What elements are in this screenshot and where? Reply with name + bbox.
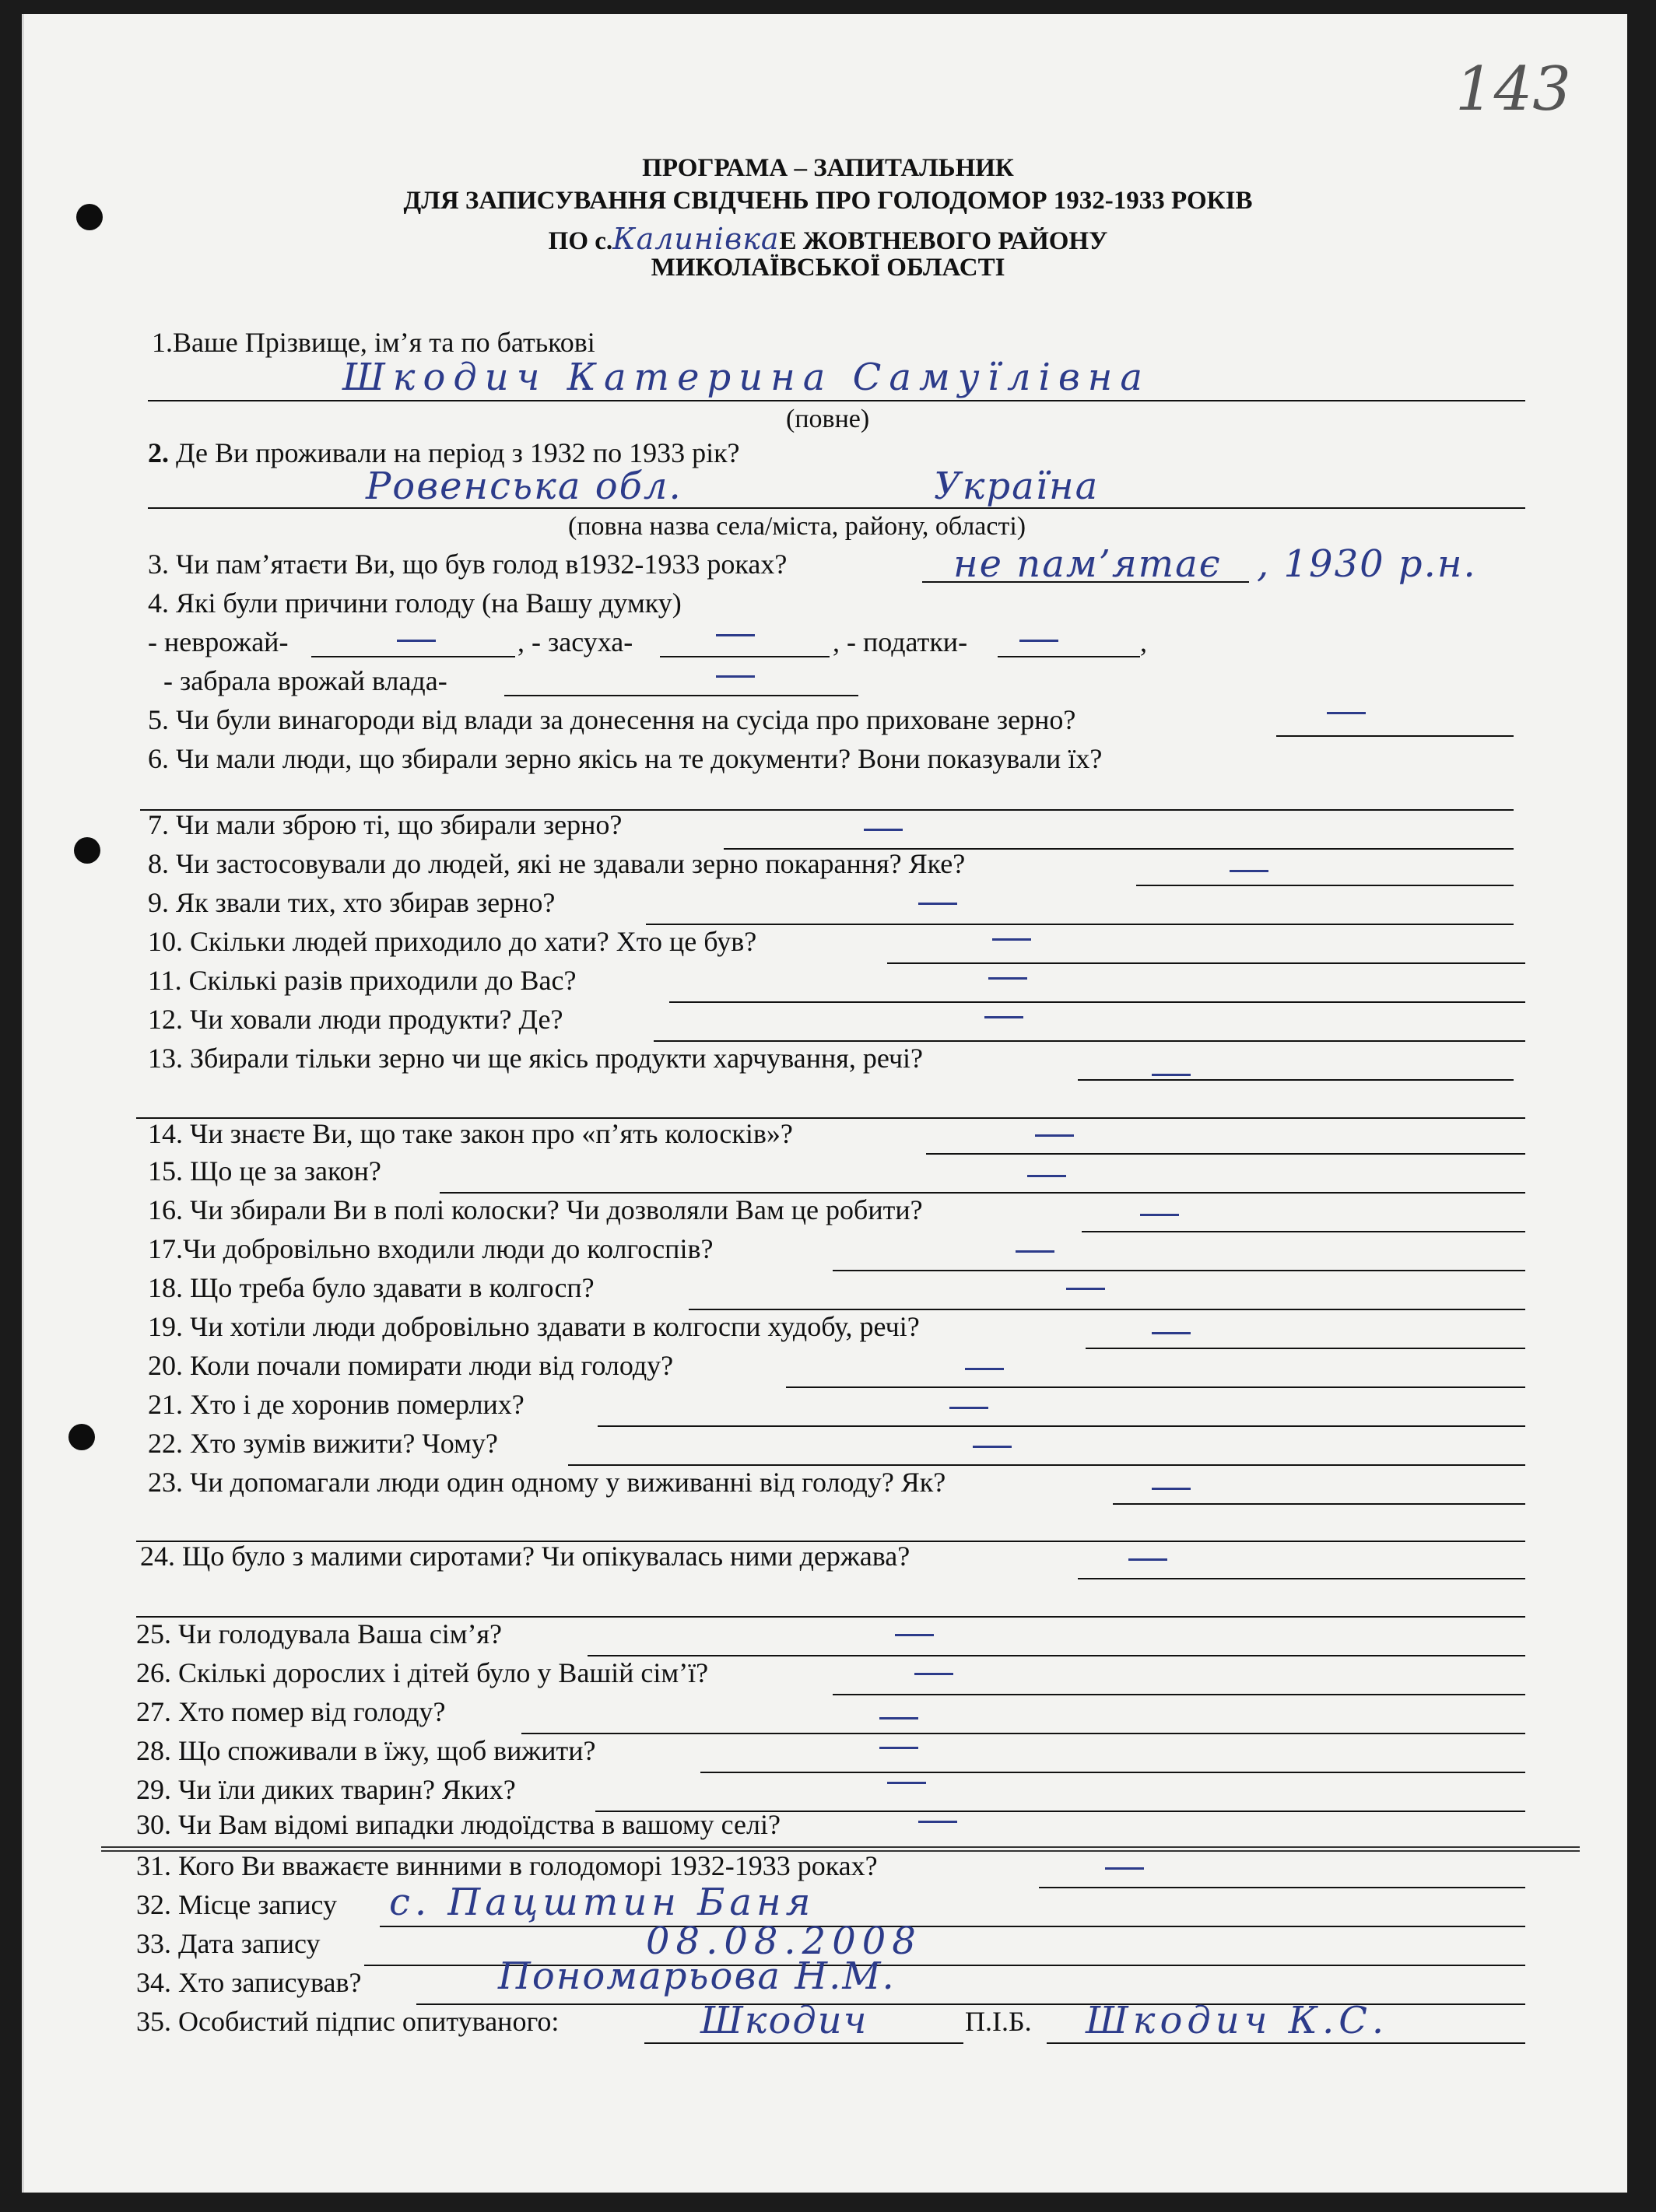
q8-dash [1230,870,1268,872]
q4-opt-crop-failure: - неврожай- [148,626,289,657]
q4-opt-drought: , - засуха- [518,626,633,657]
q13-line [1078,1079,1514,1081]
q22-line [568,1464,1525,1466]
q13-label: 13. Збирали тільки зерно чи ще якісь продукти харчування, речі? [148,1043,924,1074]
q17-label: 17.Чи добровільно входили люди до колгоспів? [148,1233,714,1264]
q18-line [689,1309,1525,1310]
q17-line [833,1270,1525,1271]
q35-fio-label: П.І.Б. [965,2006,1032,2037]
title-line-3 [0,219,1656,258]
punch-hole [74,837,100,864]
q34-answer[interactable]: Пономарьова Н.М. [498,1954,896,1998]
q9-label: 9. Як звали тих, хто збирав зерно? [148,887,556,918]
q16-label: 16. Чи збирали Ви в полі колоски? Чи дозволяли Вам це робити? [148,1194,923,1225]
q24-line-2 [136,1616,1525,1618]
q24-dash [1128,1558,1167,1561]
q4-opt1-line [311,656,515,657]
q4-opt3-end: , [1140,626,1147,657]
q9-line [646,924,1514,925]
q3-answer[interactable]: не пам’ятає [953,542,1222,586]
q27-dash [879,1717,918,1719]
q18-dash [1066,1288,1105,1290]
q2-note: (повна назва села/міста, району, області) [568,512,1026,541]
q35-signature-line [644,2042,963,2044]
q19-line [1086,1348,1525,1349]
q20-dash [965,1368,1004,1370]
separator-line [101,1846,1580,1848]
q27-label: 27. Хто помер від голоду? [136,1696,446,1727]
q15-dash [1027,1175,1066,1177]
q33-label: 33. Дата запису [136,1928,321,1959]
q24-label: 24. Що було з малими сиротами? Чи опікувалась ними держава? [140,1541,910,1572]
q24-line [1078,1578,1525,1579]
q22-label: 22. Хто зумів вижити? Чому? [148,1428,498,1459]
q26-dash [914,1673,953,1675]
q9-dash [918,903,957,905]
q22-dash [973,1446,1012,1448]
q4-opt4-line [504,695,858,696]
q21-label: 21. Хто і де хоронив померлих? [148,1389,525,1420]
title-line-4: МИКОЛАЇВСЬКОЇ ОБЛАСТІ [651,254,1005,282]
q13-dash [1152,1074,1191,1076]
village-handwritten: Калинівка [612,222,780,256]
q4-label: 4. Які були причини голоду (на Вашу думку) [148,587,682,619]
q4-opt-authorities: - забрала врожай влада- [163,665,447,696]
q28-dash [879,1747,918,1749]
q14-dash [1035,1134,1074,1137]
q5-line [1276,735,1514,737]
q29-label: 29. Чи їли диких тварин? Яких? [136,1774,516,1805]
q14-line [926,1153,1525,1155]
q7-label: 7. Чи мали зброю ті, що збирали зерно? [148,809,623,840]
q23-dash [1152,1488,1191,1490]
q25-line [588,1655,1525,1656]
q30-label: 30. Чи Вам відомі випадки людоїдства в вашому селі? [136,1809,781,1840]
q32-answer[interactable]: с. Пацштин Баня [389,1881,816,1924]
title-line-1: ПРОГРАМА – ЗАПИТАЛЬНИК [642,154,1014,182]
q4-opt2-line [660,656,830,657]
q4-opt2-dash [716,634,755,636]
q31-line [1039,1887,1525,1888]
q12-label: 12. Чи ховали люди продукти? Де? [148,1004,563,1035]
q2-number: 2. [148,437,169,468]
q29-dash [887,1782,926,1784]
q21-dash [949,1407,988,1409]
q4-opt1-dash [397,640,436,642]
q4-opt3-line [998,656,1140,657]
q25-label: 25. Чи голодувала Ваша сім’я? [136,1618,503,1649]
q21-line [598,1425,1525,1427]
q31-label: 31. Кого Ви вважаєте винними в голодоморі 1932-1933 роках? [136,1850,878,1881]
q3-label: 3. Чи пам’ятаєти Ви, що був голод в1932-1933 роках? [148,549,788,580]
q7-dash [864,829,903,831]
q35-fio-line [1047,2042,1525,2044]
q23-line [1113,1503,1525,1505]
q32-line [380,1926,1525,1927]
q4-opt3-dash [1019,640,1058,642]
punch-hole [68,1424,95,1450]
q20-label: 20. Коли почали помирати люди від голоду? [148,1350,674,1381]
q4-opt-taxes: , - податки- [833,626,968,657]
q15-line [440,1192,1525,1194]
q11-line [669,1001,1525,1003]
q1-label: 1.Ваше Прізвище, ім’я та по батькові [152,327,595,358]
q10-label: 10. Скільки людей приходило до хати? Хто це був? [148,926,757,957]
q19-dash [1152,1332,1191,1334]
q28-label: 28. Що споживали в їжу, щоб вижити? [136,1735,596,1766]
q19-label: 19. Чи хотіли люди добровільно здавати в колгоспи худобу, речі? [148,1311,920,1342]
q3-answer-line [922,581,1249,583]
q12-line [654,1040,1525,1042]
q2-text: Де Ви проживали на період з 1932 по 1933 рік? [176,437,740,468]
q18-label: 18. Що треба було здавати в колгосп? [148,1272,595,1303]
q2-label [148,437,740,468]
q5-label: 5. Чи були винагороди від влади за донесення на сусіда про приховане зерно? [148,704,1076,735]
q8-line [1136,885,1514,886]
q23-label: 23. Чи допомагали люди один одному у виживанні від голоду? Як? [148,1467,946,1498]
q14-label: 14. Чи знаєте Ви, що таке закон про «п’ять колосків»? [148,1118,793,1149]
q6-label: 6. Чи мали люди, що збирали зерно якісь на те документи? Вони показували їх? [148,743,1103,774]
q4-opt4-dash [716,675,755,678]
q10-dash [992,938,1031,941]
q35-label: 35. Особистий підпис опитуваного: [136,2006,560,2037]
q27-line [521,1733,1525,1734]
q30-dash [918,1821,957,1823]
q5-dash [1327,712,1366,714]
q11-dash [988,977,1027,980]
title-suffix: Е ЖОВТНЕВОГО РАЙОНУ [779,227,1108,255]
q28-line [700,1772,1525,1773]
q12-dash [984,1016,1023,1018]
q8-label: 8. Чи застосовували до людей, які не здавали зерно покарання? Яке? [148,848,966,879]
q33-answer[interactable]: 08.08.2008 [646,1919,922,1963]
q11-label: 11. Скількі разів приходили до Вас? [148,965,577,996]
q16-dash [1140,1214,1179,1216]
q20-line [786,1386,1525,1388]
page-number: 143 [1455,54,1571,124]
title-line-2: ДЛЯ ЗАПИСУВАННЯ СВІДЧЕНЬ ПРО ГОЛОДОМОР 1932-1933 РОКІВ [403,187,1253,215]
q35-fio-answer[interactable]: Шкодич К.С. [1086,1999,1389,2042]
q26-line [833,1694,1525,1695]
q2-answer-region[interactable]: Ровенська обл. [366,464,682,508]
q35-signature[interactable]: Шкодич [700,1999,868,2042]
q34-label: 34. Хто записував? [136,1967,362,1998]
q1-note: (повне) [786,405,870,433]
q25-dash [895,1634,934,1636]
q16-line [1082,1231,1525,1232]
q32-label: 32. Місце запису [136,1889,337,1920]
q2-answer-country[interactable]: Україна [934,464,1100,508]
title-prefix: ПО с. [548,227,613,255]
q31-dash [1105,1867,1144,1870]
q2-answer-line [148,507,1525,509]
q15-label: 15. Що це за закон? [148,1155,381,1187]
q1-answer[interactable]: Шкодич Катерина Самуїлівна [342,356,1151,399]
q17-dash [1016,1250,1054,1253]
q26-label: 26. Скількі дорослих і дітей було у Вашій сім’ї? [136,1657,709,1688]
q10-line [887,962,1525,964]
q1-answer-line [148,400,1525,401]
q3-answer-year[interactable]: , 1930 р.н. [1257,542,1477,586]
